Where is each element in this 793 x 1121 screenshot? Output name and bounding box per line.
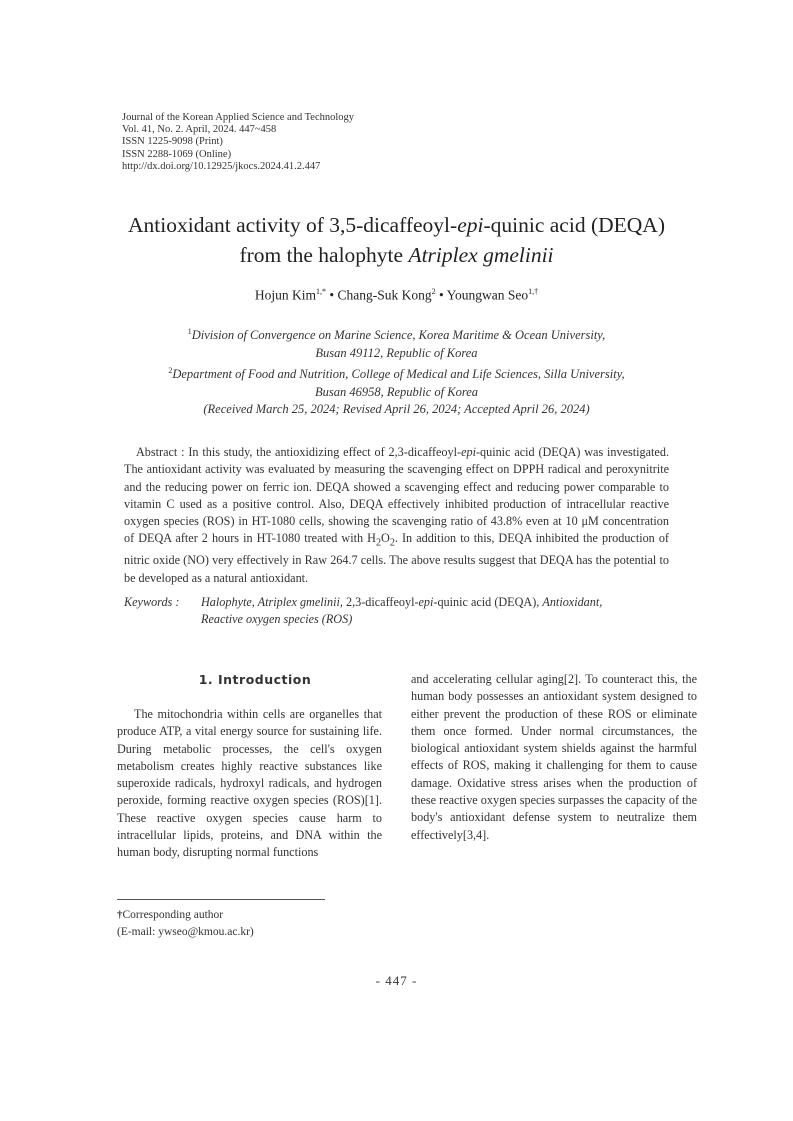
author-1: Hojun Kim [254, 287, 317, 303]
keyword: Antioxidant, [542, 595, 603, 609]
author-2-affil: 2 [431, 287, 436, 296]
journal-name: Journal of the Korean Applied Science and Technology [122, 112, 355, 123]
abstract-label: Abstract : [136, 445, 189, 459]
footnote [117, 907, 254, 941]
abstract-italic: epi [461, 445, 476, 459]
unit-text: μM [581, 514, 599, 529]
affiliation-1 [80, 323, 713, 345]
author-separator: • [439, 287, 444, 303]
doi-link[interactable]: http://dx.doi.org/10.12925/jkocs.2024.41.2.447 [122, 160, 321, 172]
affil-text: Department of Food and Nutrition, College of Medical and Life Sciences, Silla University, [172, 367, 625, 382]
abstract-text: . In addition to this, DEQA inhibited the production of nitric oxide (NO) very effectively in Raw 264.7 cells. The above results suggest that DEQA has the potential to be developed as a natural antioxidant. [124, 531, 669, 585]
footnote-divider [117, 899, 325, 900]
journal-volume: Vol. 41, No. 2. April, 2024. 447~458 [122, 124, 277, 136]
abstract [124, 444, 669, 587]
keyword: -quinic acid (DEQA), [433, 595, 543, 609]
author-2: Chang-Suk Kong [337, 287, 432, 303]
subscript: 2 [375, 537, 382, 549]
issn-online: ISSN 2288-1069 (Online) [122, 148, 232, 160]
intro-right-column: and accelerating cellular aging[2]. To counteract this, the human body possesses an antioxidant system designed to either prevent the production of these ROS or eliminate them once formed. Under normal circumstances, the biological antioxidant system shields against the harmful effects of ROS, making it challenging for them to cause damage. Oxidative stress arises when the production of these reactive oxygen species surpasses the capacity of the body's antioxidant defense system to neutralize them effectively[3,4]. [411, 672, 697, 842]
author-list [60, 287, 733, 304]
affiliation-2-address: Busan 46958, Republic of Korea [314, 384, 479, 399]
intro-left-column: The mitochondria within cells are organelles that produce ATP, a vital energy source for sustaining life. During metabolic processes, the cell's oxygen metabolism creates highly reactive substances like superoxide radicals, hydroxyl radicals, and hydrogen peroxide, forming reactive oxygen species (ROS)[1]. These reactive oxygen species cause harm to intracellular lipids, proteins, and DNA within the human body, disrupting normal functions [117, 707, 382, 860]
journal-header [122, 112, 354, 173]
author-1-affil: 1,* [316, 287, 327, 296]
received-dates: (Received March 25, 2024; Revised April 26, 2024; Accepted April 26, 2024) [203, 402, 590, 417]
paper-title [60, 210, 733, 270]
affil-text: Division of Convergence on Marine Science, Korea Maritime & Ocean University, [191, 328, 606, 343]
section-heading: 1. Introduction [198, 672, 312, 687]
title-text: -quinic acid (DEQA) [483, 213, 665, 237]
affil-mark: 2 [168, 366, 173, 376]
abstract-text: O [381, 531, 390, 546]
affiliations [80, 323, 713, 419]
title-line-2 [60, 240, 733, 270]
author-3-affil: 1,† [528, 287, 539, 296]
keyword: Halophyte, Atriplex gmelinii, [201, 595, 343, 609]
footnote-label: Corresponding author [122, 909, 224, 921]
affiliation-2 [80, 362, 713, 384]
abstract-text: concentration of DEQA after 2 hours in HT-1080 treated with H [124, 514, 669, 546]
issn-print: ISSN 1225-9098 (Print) [122, 136, 223, 148]
dagger-mark: † [117, 909, 123, 921]
page-number: - 447 - [375, 973, 418, 988]
title-line-1 [60, 210, 733, 240]
title-text: Antioxidant activity of 3,5-dicaffeoyl- [128, 213, 458, 237]
abstract-text: -quinic acid (DEQA) was investigated. The antioxidant activity was evaluated by measuring the scavenging effect on DPPH radical and peroxynitrite and the reducing power on ferric ion. DEQA showed a scavenging effect and reducing power comparable to vitamin C used as a positive control. Also, DEQA effectively inhibited production of intracellular reactive oxygen species (ROS) in HT-1080 cells, showing the scavenging ratio of 43.8% even at 10 [124, 445, 669, 529]
title-text: from the halophyte [239, 243, 409, 267]
keywords [124, 594, 669, 629]
footnote-line-1 [117, 907, 254, 924]
abstract-text: In this study, the antioxidizing effect of 2,3-dicaffeoyl- [188, 445, 462, 459]
species-name: Atriplex gmelinii [408, 243, 554, 267]
footnote-email[interactable]: (E-mail: ywseo@kmou.ac.kr) [117, 926, 254, 938]
keywords-label: Keywords : [124, 595, 180, 609]
keyword-italic: epi [418, 595, 434, 609]
author-3: Youngwan Seo [446, 287, 529, 303]
keywords-line-1 [124, 594, 669, 611]
author-separator: • [329, 287, 335, 303]
subscript: 2 [389, 537, 395, 549]
affiliation-1-address: Busan 49112, Republic of Korea [315, 345, 478, 360]
keyword: 2,3-dicaffeoyl- [342, 595, 419, 609]
affil-mark: 1 [187, 327, 192, 336]
keywords-line-2: Reactive oxygen species (ROS) [201, 612, 353, 627]
title-italic: epi [457, 213, 484, 237]
